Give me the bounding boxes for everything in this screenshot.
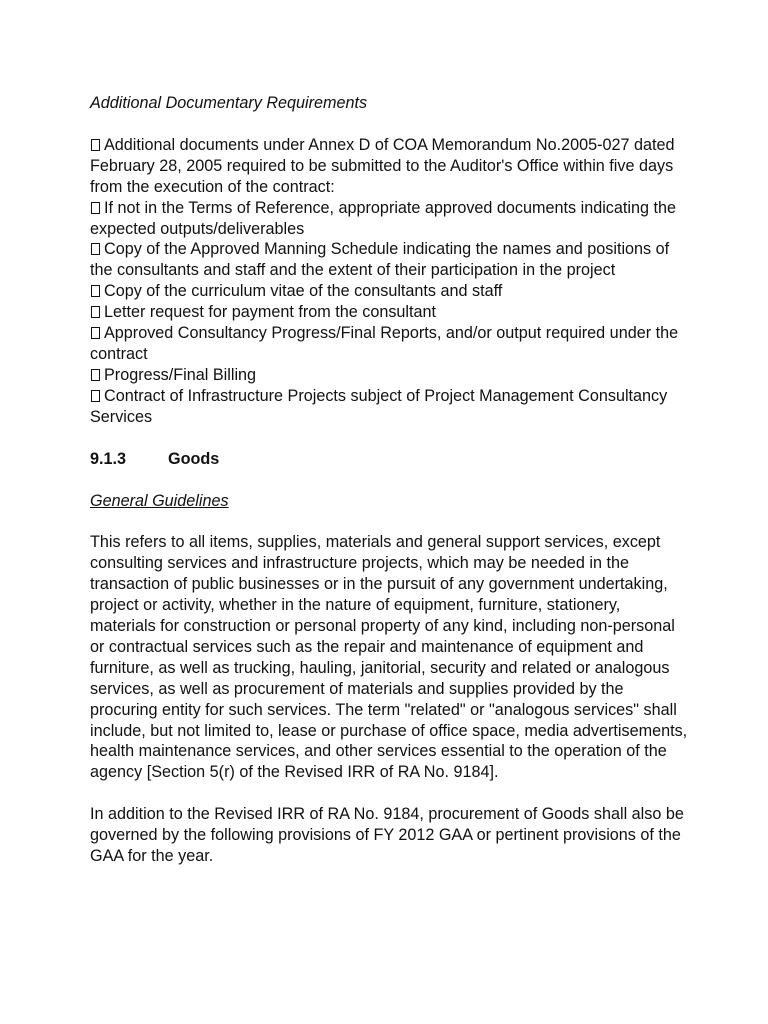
checkbox-glyph-icon (91, 202, 100, 214)
section-heading (90, 449, 690, 470)
list-item-text: Progress/Final Billing (104, 365, 257, 384)
list-item (90, 323, 690, 365)
list-item (90, 198, 690, 240)
list-item-text: Additional documents under Annex D of COA Memorandum No.2005-027 dated February 28, 2005 required to be submitted to the Auditor's Office within five days from the execution of the contract: (90, 135, 675, 196)
list-item-text: If not in the Terms of Reference, appropriate approved documents indicating the expected outputs/deliverables (90, 198, 676, 238)
checkbox-glyph-icon (91, 327, 100, 339)
list-item-text: Approved Consultancy Progress/Final Reports, and/or output required under the contract (90, 324, 679, 363)
checkbox-glyph-icon (91, 285, 100, 297)
list-item (90, 386, 690, 428)
document-page (90, 93, 690, 867)
list-item (90, 239, 690, 281)
list-item-text: Copy of the Approved Manning Schedule indicating the names and positions of the consultants and staff and the extent of their participation in the project (90, 240, 670, 280)
goods-definition-paragraph: This refers to all items, supplies, materials and general support services, except consulting services and infrastructure projects, which may be needed in the transaction of public businesses or in the pursuit of any government undertaking, project or activity, whether in the nature of equipment, furniture, stationery, materials for construction or personal property of any kind, including non-personal or contractual services such as the repair and maintenance of equipment and furniture, as well as trucking, hauling, janitorial, security and related or analogous services, as well as procurement of materials and supplies provided by the procuring entity for such services. The term "related" or "analogous services" shall include, but not limited to, lease or purchase of office space, media advertisements, health maintenance services, and other services essential to the operation of the agency [Section 5(r) of the Revised IRR of RA No. 9184]. (90, 533, 688, 782)
list-item (90, 302, 690, 323)
checkbox-glyph-icon (91, 139, 100, 151)
checkbox-glyph-icon (91, 369, 100, 381)
list-item-text: Copy of the curriculum vitae of the consultants and staff (104, 282, 503, 301)
section-number: 9.1.3 (90, 449, 127, 468)
checkbox-glyph-icon (91, 390, 100, 402)
section-title: Goods (168, 449, 220, 468)
checkbox-glyph-icon (91, 306, 100, 318)
requirements-list (90, 135, 690, 428)
general-guidelines-heading: General Guidelines (90, 491, 229, 510)
list-item (90, 135, 690, 198)
checkbox-glyph-icon (91, 243, 100, 255)
list-item (90, 365, 690, 386)
governing-provisions-paragraph: In addition to the Revised IRR of RA No. 9184, procurement of Goods shall also be governed by the following provisions of FY 2012 GAA or pertinent provisions of the GAA for the year. (90, 805, 684, 866)
list-item-text: Contract of Infrastructure Projects subject of Project Management Consultancy Services (90, 386, 668, 426)
list-item-text: Letter request for payment from the consultant (104, 303, 437, 322)
list-item (90, 281, 690, 302)
additional-requirements-heading: Additional Documentary Requirements (90, 94, 368, 112)
